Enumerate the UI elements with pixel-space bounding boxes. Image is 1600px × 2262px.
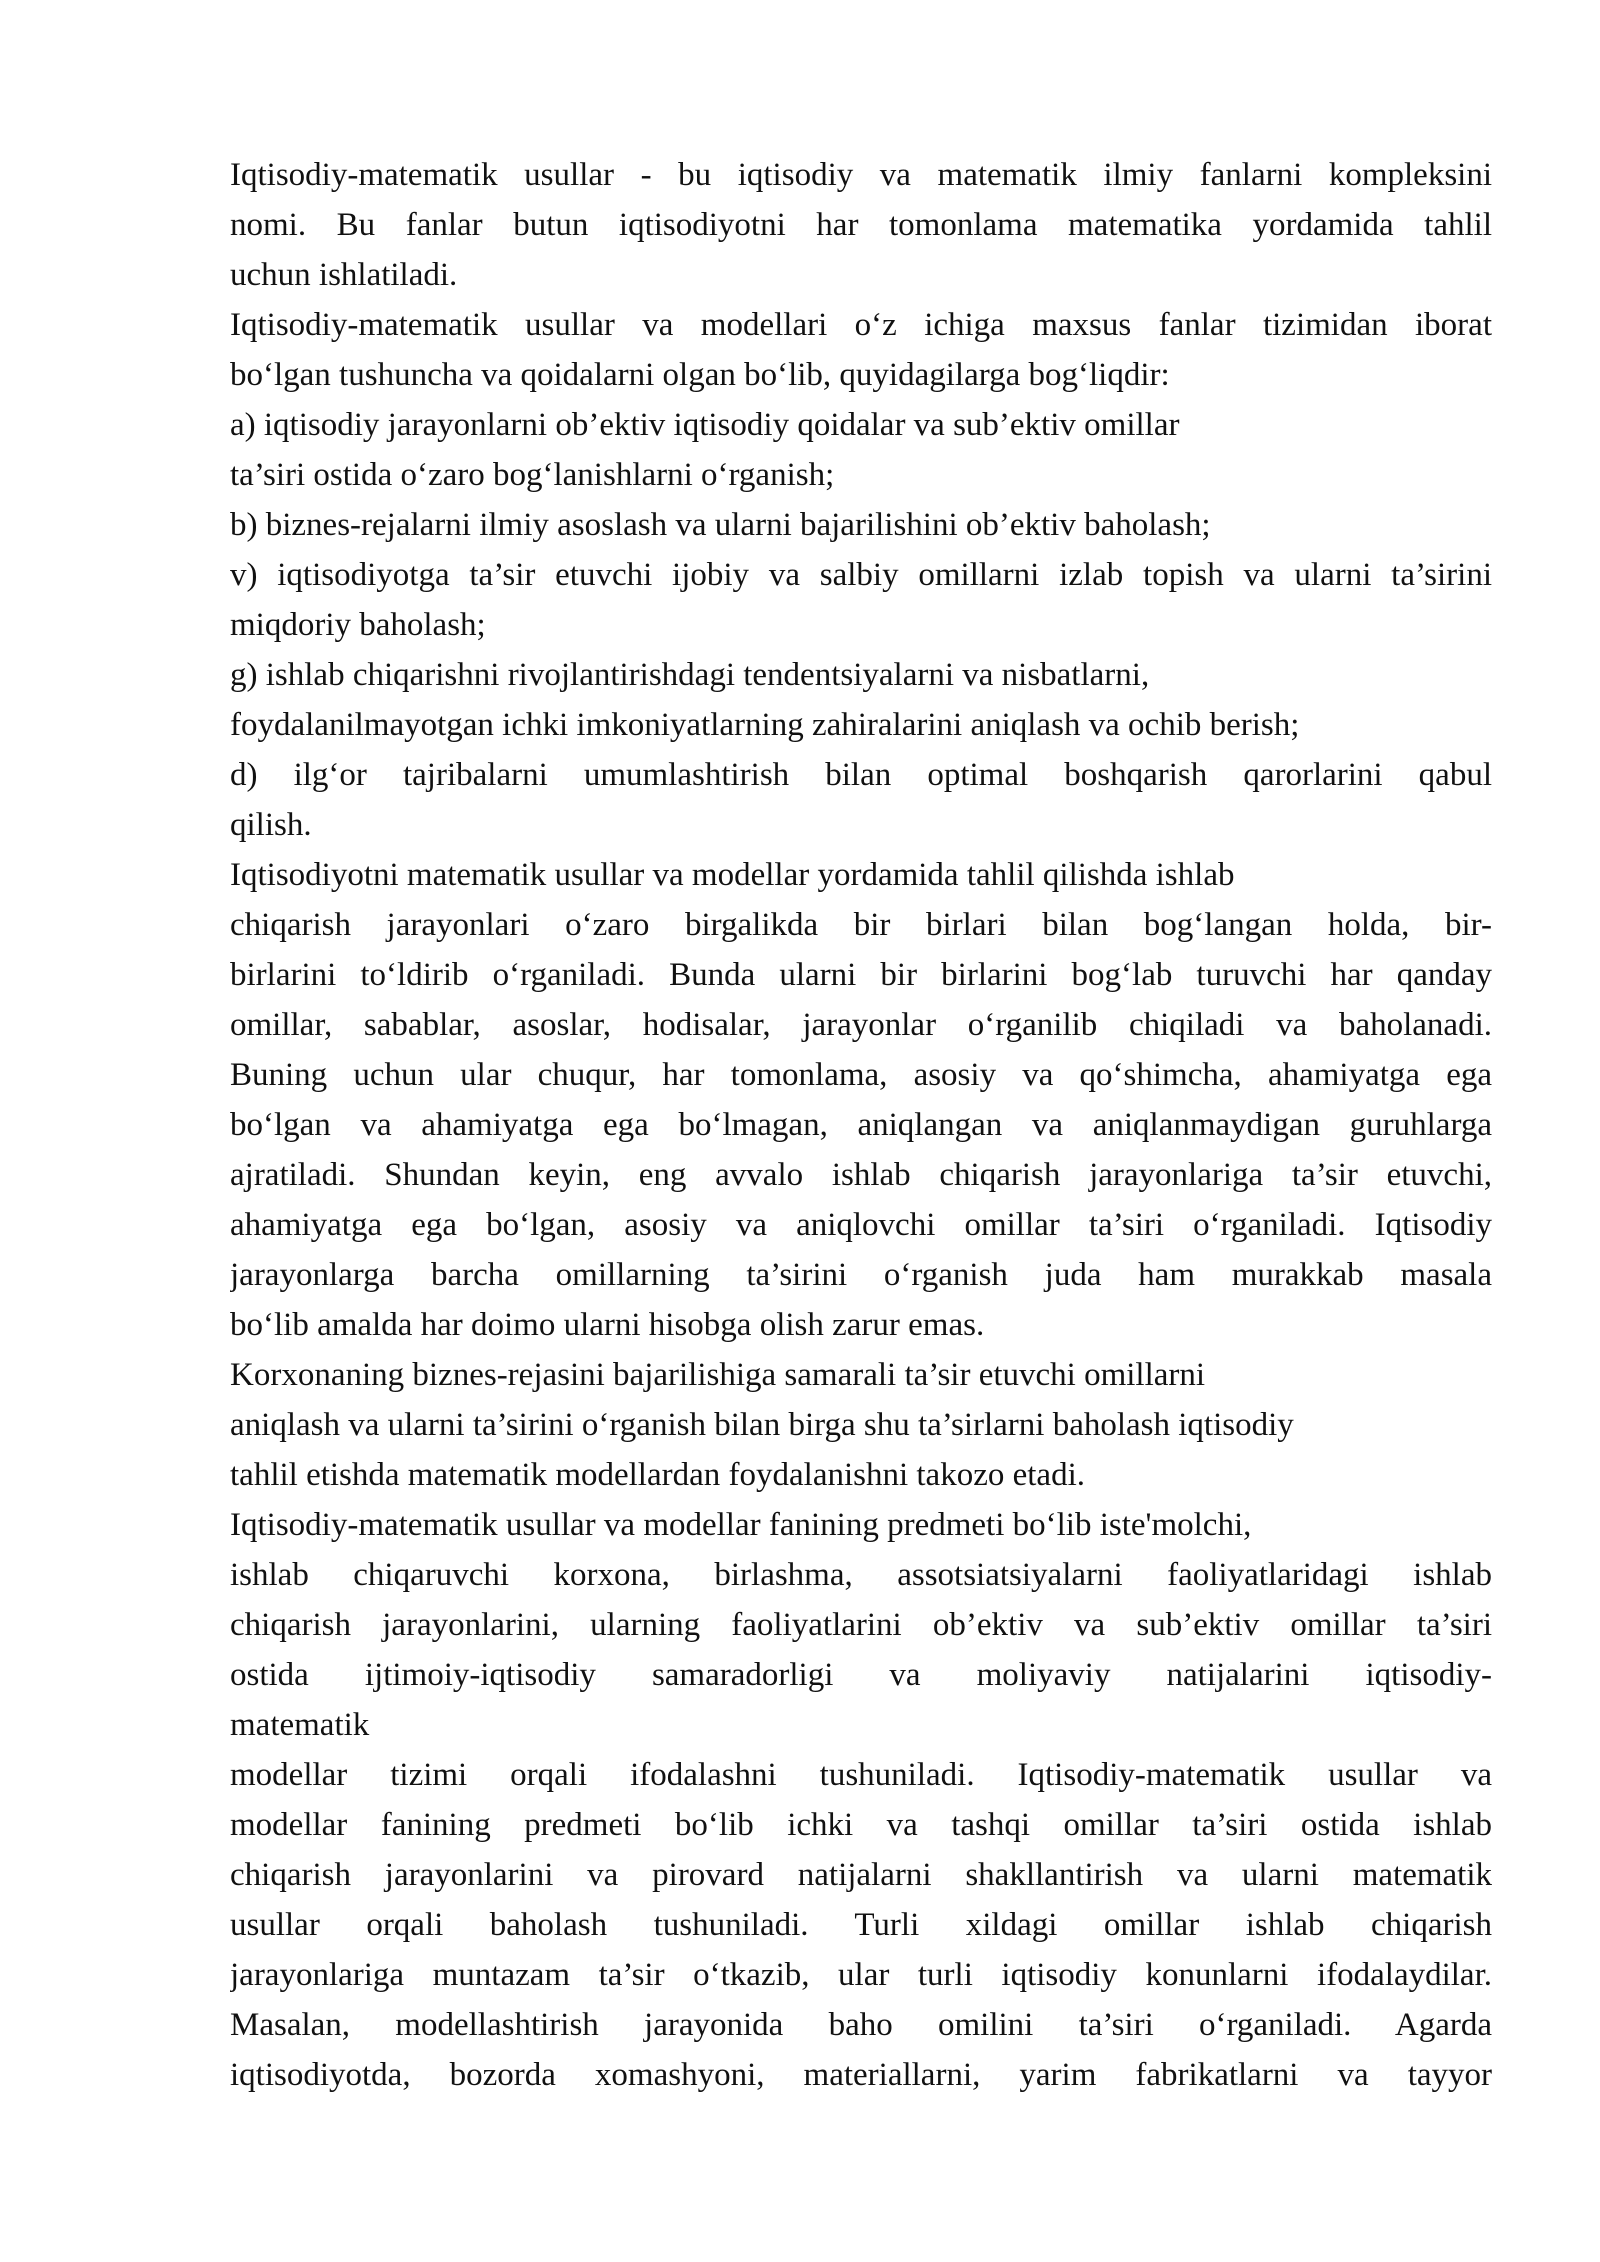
text-line: Iqtisodiy-matematik usullar - bu iqtisodiy va matematik ilmiy fanlarni kompleksini [230,157,1492,193]
text-line: Iqtisodiy-matematik usullar va modellar fanining predmeti bo‘lib iste'molchi, [230,1507,1252,1543]
text-line: chiqarish jarayonlari o‘zaro birgalikda bir birlari bilan bog‘langan holda, bir- [230,907,1492,943]
text-line: qilish. [230,807,312,843]
text-line: ahamiyatga ega bo‘lgan, asosiy va aniqlovchi omillar ta’siri o‘rganiladi. Iqtisodiy [230,1207,1492,1243]
text-line: ta’siri ostida o‘zaro bog‘lanishlarni o‘rganish; [230,457,835,493]
text-line: bo‘lgan va ahamiyatga ega bo‘lmagan, aniqlangan va aniqlanmaydigan guruhlarga [230,1107,1492,1143]
text-line: matematik [230,1707,370,1743]
text-line: bo‘lgan tushuncha va qoidalarni olgan bo‘lib, quyidagilarga bog‘liqdir: [230,357,1170,393]
text-line: Masalan, modellashtirish jarayonida baho omilini ta’siri o‘rganiladi. Agarda [230,2007,1492,2043]
text-line: bo‘lib amalda har doimo ularni hisobga olish zarur emas. [230,1307,985,1343]
text-line: a) iqtisodiy jarayonlarni ob’ektiv iqtisodiy qoidalar va sub’ektiv omillar [230,407,1180,443]
text-line: omillar, sabablar, asoslar, hodisalar, jarayonlar o‘rganilib chiqiladi va baholanadi. [230,1007,1492,1043]
text-line: miqdoriy baholash; [230,607,486,643]
text-line: uchun ishlatiladi. [230,257,458,293]
text-line: jarayonlarga barcha omillarning ta’sirini o‘rganish juda ham murakkab masala [230,1257,1492,1293]
text-line: tahlil etishda matematik modellardan foydalanishni takozo etadi. [230,1457,1085,1493]
text-line: modellar tizimi orqali ifodalashni tushuniladi. Iqtisodiy-matematik usullar va [230,1757,1492,1793]
text-line: aniqlash va ularni ta’sirini o‘rganish bilan birga shu ta’sirlarni baholash iqtisodiy [230,1407,1294,1443]
text-line: v) iqtisodiyotga ta’sir etuvchi ijobiy va salbiy omillarni izlab topish va ularni ta’sirini [230,557,1492,593]
text-line: iqtisodiyotda, bozorda xomashyoni, materiallarni, yarim fabrikatlarni va tayyor [230,2057,1492,2093]
text-line: nomi. Bu fanlar butun iqtisodiyotni har tomonlama matematika yordamida tahlil [230,207,1492,243]
text-line: foydalanilmayotgan ichki imkoniyatlarning zahiralarini aniqlash va ochib berish; [230,707,1300,743]
text-line: usullar orqali baholash tushuniladi. Turli xildagi omillar ishlab chiqarish [230,1907,1492,1943]
text-line: modellar fanining predmeti bo‘lib ichki va tashqi omillar ta’siri ostida ishlab [230,1807,1492,1843]
text-line: chiqarish jarayonlarini, ularning faoliyatlarini ob’ektiv va sub’ektiv omillar ta’siri [230,1607,1492,1643]
text-line: ostida ijtimoiy-iqtisodiy samaradorligi va moliyaviy natijalarini iqtisodiy- [230,1657,1492,1693]
text-line: Buning uchun ular chuqur, har tomonlama, asosiy va qo‘shimcha, ahamiyatga ega [230,1057,1492,1093]
text-line: birlarini to‘ldirib o‘rganiladi. Bunda ularni bir birlarini bog‘lab turuvchi har qanday [230,957,1492,993]
text-line: chiqarish jarayonlarini va pirovard natijalarni shakllantirish va ularni matematik [230,1857,1492,1893]
text-line: ishlab chiqaruvchi korxona, birlashma, assotsiatsiyalarni faoliyatlaridagi ishlab [230,1557,1492,1593]
text-line: jarayonlariga muntazam ta’sir o‘tkazib, ular turli iqtisodiy konunlarni ifodalaydilar. [230,1957,1492,1993]
document-body [230,150,1492,2100]
text-line: ajratiladi. Shundan keyin, eng avvalo ishlab chiqarish jarayonlariga ta’sir etuvchi, [230,1157,1492,1193]
text-line: d) ilg‘or tajribalarni umumlashtirish bilan optimal boshqarish qarorlarini qabul [230,757,1492,793]
text-line: b) biznes-rejalarni ilmiy asoslash va ularni bajarilishini ob’ektiv baholash; [230,507,1211,543]
text-line: Korxonaning biznes-rejasini bajarilishiga samarali ta’sir etuvchi omillarni [230,1357,1206,1393]
text-line: Iqtisodiy-matematik usullar va modellari o‘z ichiga maxsus fanlar tizimidan iborat [230,307,1492,343]
text-line: Iqtisodiyotni matematik usullar va modellar yordamida tahlil qilishda ishlab [230,857,1235,893]
text-line: g) ishlab chiqarishni rivojlantirishdagi tendentsiyalarni va nisbatlarni, [230,657,1150,693]
